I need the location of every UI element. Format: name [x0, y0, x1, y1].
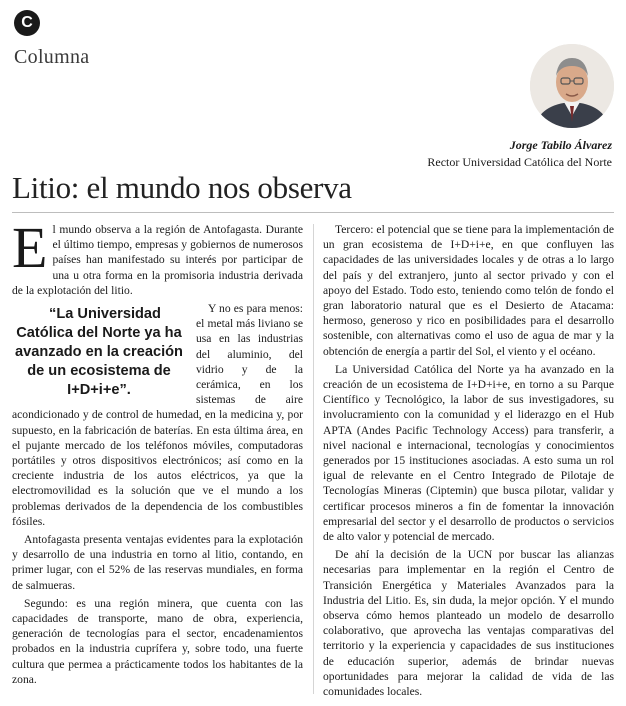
paragraph-5: Tercero: el potencial que se tiene para la implementación de un gran ecosistema de I+D+i+e, en que confluyen las capacidades de las universidades locales y de otras a lo largo del país y del extranjero, junto al sector privado y con el apoyo del Estado. Todo esto, teniendo como telón de fondo el gran laboratorio natural que es el Desierto de Atacama: hermoso, generoso y rico en posibilidades para el desarrollo sostenible, con alternativas como el uso de agua de mar y la obtención de energía a partir del Sol, el viento y el océano. — [323, 223, 614, 358]
column-divider — [313, 224, 314, 694]
paragraph-1-text: l mundo observa a la región de Antofagasta. Durante el último tiempo, empresas y gobiernos de numerosos países han manifestado su interés por participar de una u otra forma en la promisoria industria derivada de la explotación del litio. — [12, 223, 303, 297]
author-portrait — [530, 44, 614, 128]
article-column-right — [323, 222, 614, 702]
paragraph-3: Antofagasta presenta ventajas evidentes para la explotación y desarrollo de una industria en torno al litio, contando, en primer lugar, con el 52% de las reservas mundiales, en forma de salmueras. — [12, 533, 303, 592]
section-badge: C — [14, 10, 40, 36]
author-role: Rector Universidad Católica del Norte — [427, 155, 612, 169]
headline: Litio: el mundo nos observa — [12, 170, 352, 205]
paragraph-1 — [12, 215, 303, 298]
author-portrait-image — [530, 44, 614, 128]
article-column-left — [12, 215, 303, 690]
paragraph-4: Segundo: es una región minera, que cuenta con las capacidades de transporte, mano de obra, experiencia, generación de tecnologías para el sector, encadenamientos probados en la industria cuprífera y, sobre todo, una fuerte cultura que permea a prácticamente todos los habitantes de la zona. — [12, 596, 303, 686]
section-label: Columna — [14, 46, 90, 68]
headline-divider — [12, 212, 614, 213]
author-name: Jorge Tabilo Álvarez — [509, 138, 612, 152]
paragraph-2-text: Y no es para menos: el metal más liviano se usa en las industrias del aluminio, del vidrio y de la cerámica, en los sistemas de aire acondicionado y de control de humedad, en la medicina y, por supuesto, en la fabricación de baterías. En esta última área, en el pujante mercado de los teléfonos móviles, computadoras portátiles y otros dispositivos electrónicos; así como en la creciente industria de los autos eléctricos, ya que la electromovilidad es la solución que ve el mundo a los problemas derivados de la dependencia de los combustibles fósiles. — [12, 302, 303, 528]
paragraph-2 — [12, 301, 303, 529]
paragraph-7: De ahí la decisión de la UCN por buscar las alianzas necesarias para implementar en la región el Centro de Transición Energética y Materiales Avanzados para la Industria del Litio. Es, sin duda, la mejor opción. Y el mundo observa cómo hemos planteado un modelo de desarrollo colaborativo, que aprovecha las ventajas comparativas del territorio y la experiencia y capacidades de sus instituciones de educación superior, además de brindar nuevas oportunidades para mejorar la calidad de vida de las comunidades locales. — [323, 548, 614, 699]
pull-quote: “La Universidad Católica del Norte ya ha avanzado en la creación de un ecosistema de I+D+i+e”. — [15, 306, 183, 399]
paragraph-6: La Universidad Católica del Norte ya ha avanzado en la creación de un ecosistema de I+D+i+e, en torno a su Parque Científico y Tecnológico, la labor de sus investigadores, su involucramiento con la comunidad y el liderazgo en el Hub APTA (Andes Pacific Technology Access) para transferir, a nivel nacional e internacional, tecnologías y conocimientos generados por 15 instituciones asociadas. A esto suma un rol igual de relevante en el Centro Integrado de Pilotaje de Tecnologías Mineras (Ciptemin) que busca pilotar, validar y certificar procesos mineros a fin de fomentar la innovación empresarial del sector y el desarrollo de productos o servicios de alto valor y potencial de mercado. — [323, 362, 614, 544]
drop-cap: E — [12, 215, 48, 280]
